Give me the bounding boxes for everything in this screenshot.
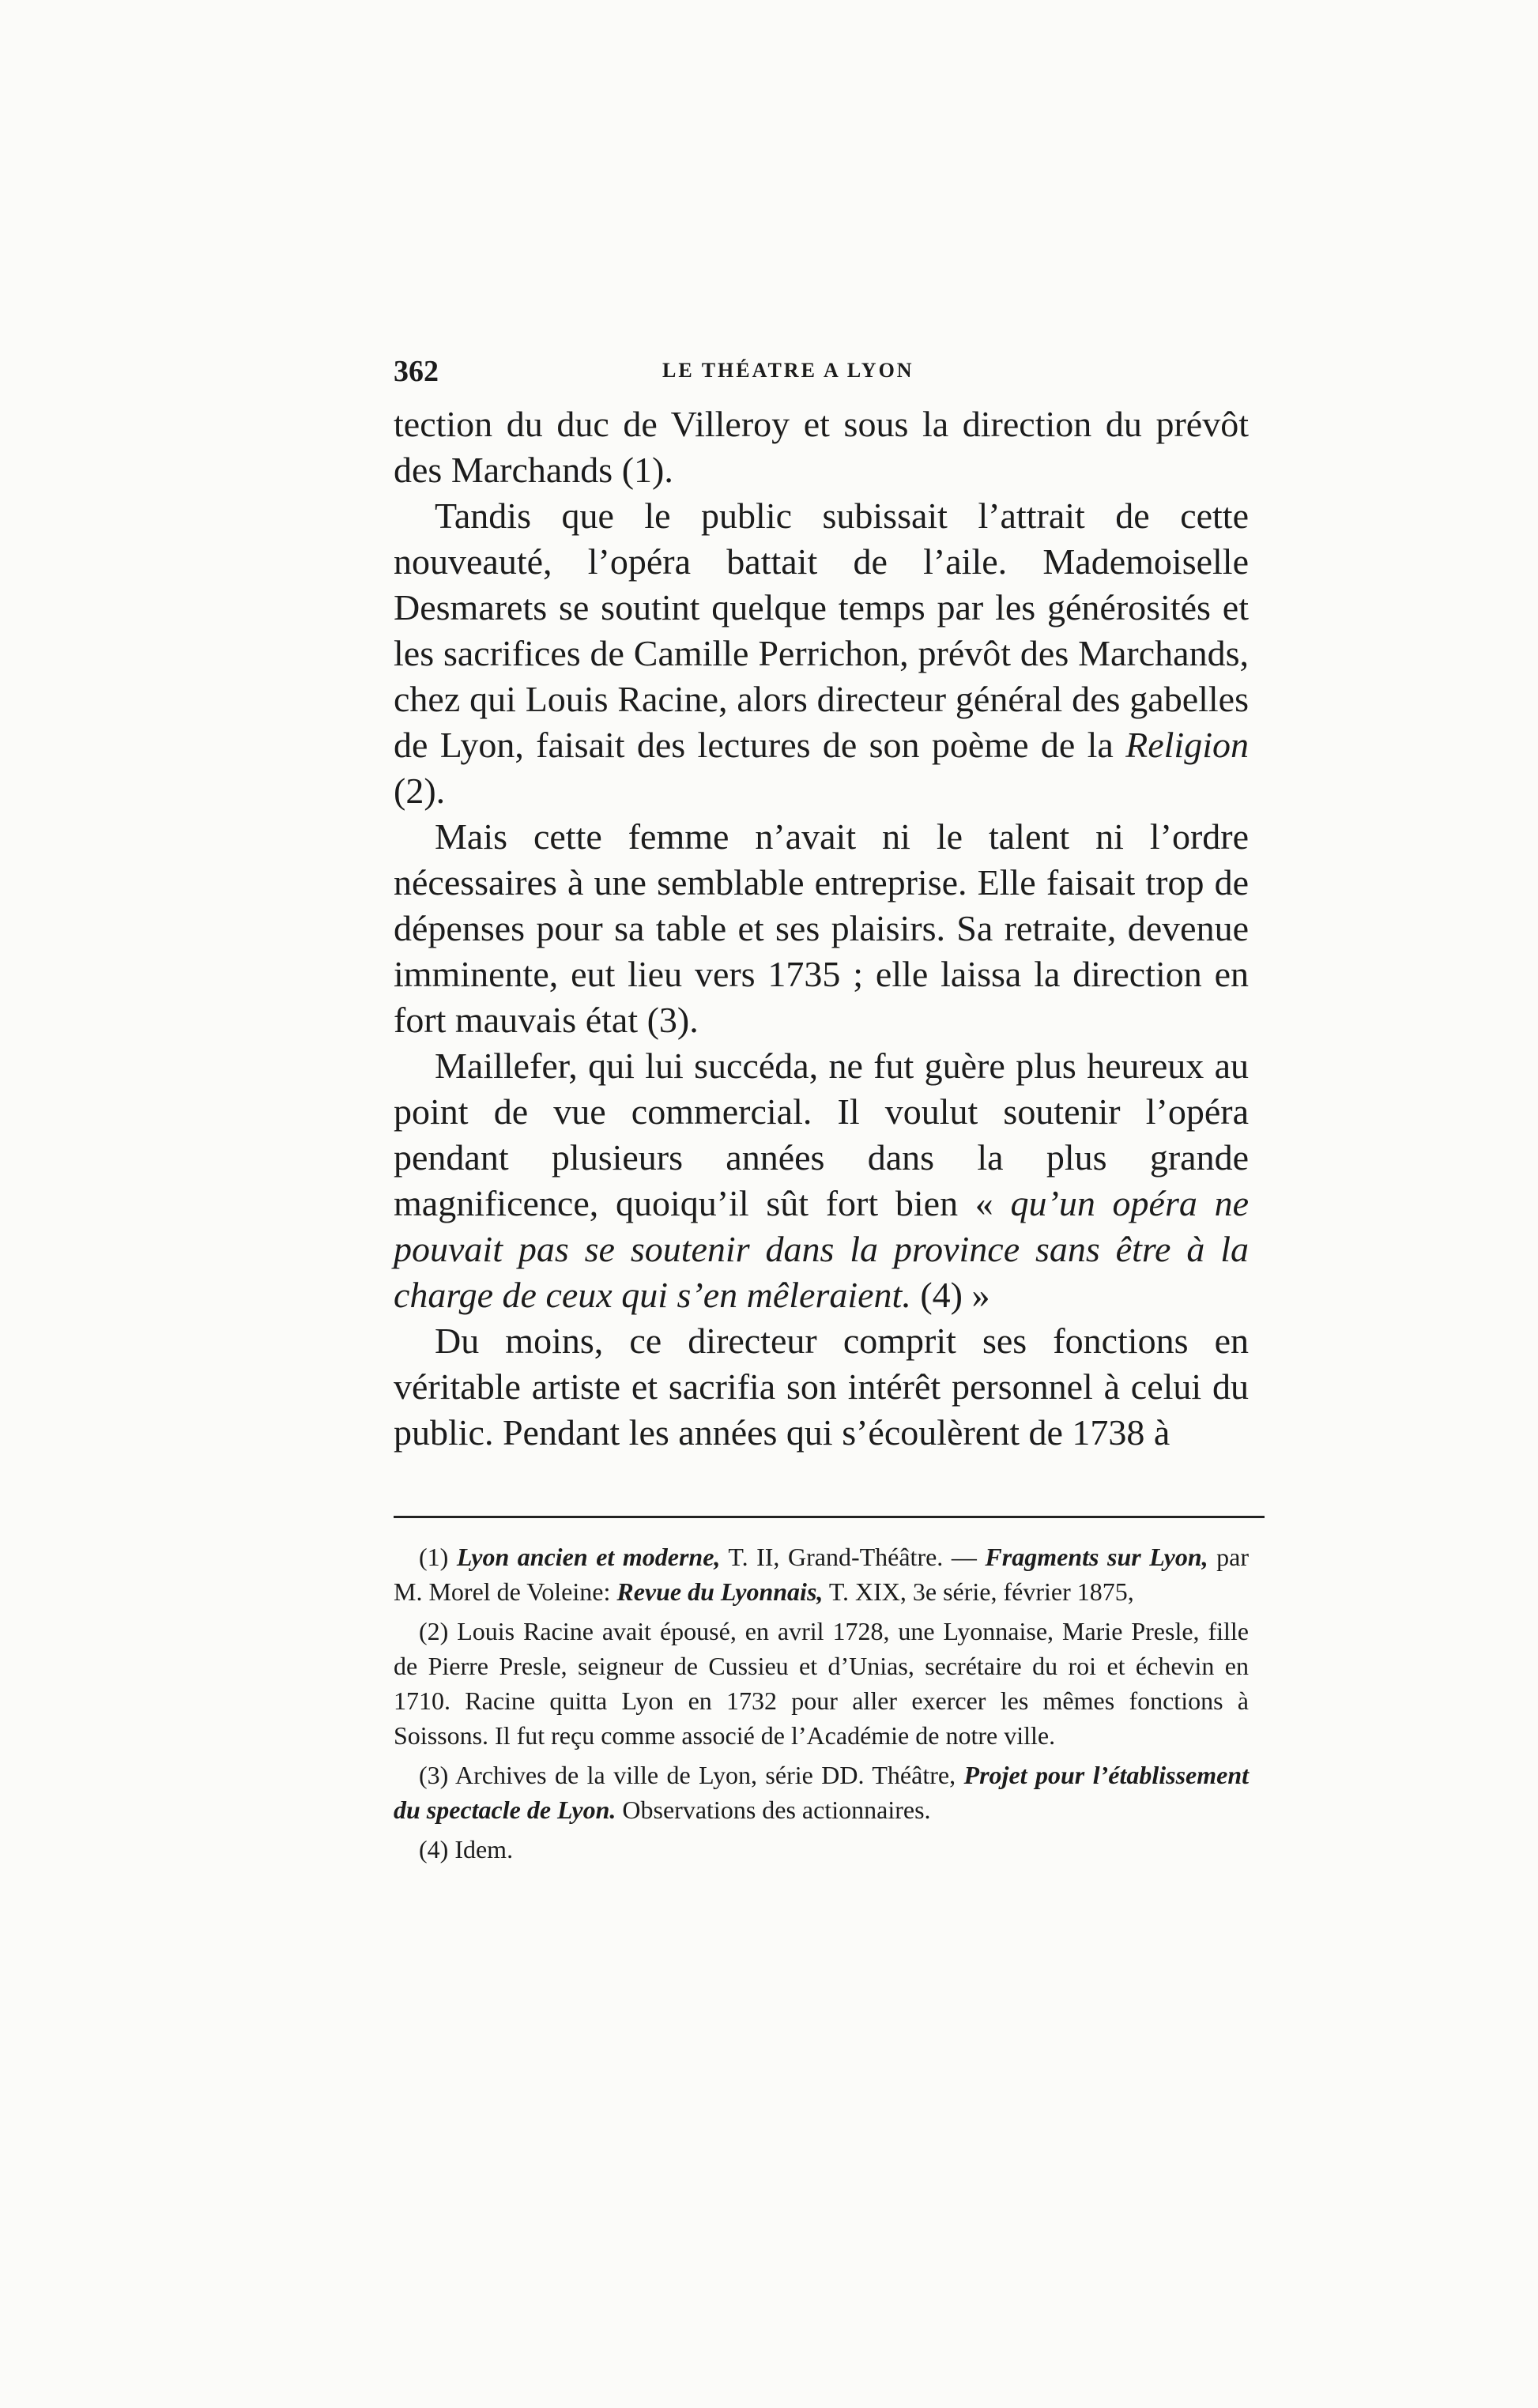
footnote-1 (394, 1539, 1249, 1609)
footnote-text: T. XIX, 3e série, février 1875, (823, 1577, 1134, 1606)
paragraph-text: Tandis que le public subissait l’attrait de cette nouveauté, l’opéra battait de l’aile. Mademoiselle Desmarets se soutint quelque temps par les générosités et les sacrifices de Camille Perrichon, prévôt des Marchands, chez qui Louis Racine, alors directeur général des gabelles de Lyon, faisait des lectures de son poème de la (394, 496, 1249, 765)
paragraph-retraite: Mais cette femme n’avait ni le talent ni l’ordre nécessaires à une semblable entreprise. Elle faisait trop de dépenses pour sa table et ses plaisirs. Sa retraite, devenue imminente, eut lieu vers 1735 ; elle laissa la direction en fort mauvais état (3). (394, 816, 1249, 1040)
footnote-italic: Projet pour l’établissement du spectacle de Lyon. (394, 1761, 1250, 1824)
footnote-text: Observations des actionnaires. (616, 1796, 931, 1824)
footnote-3 (394, 1758, 1249, 1827)
footnote-text: (3) Archives de la ville de Lyon, série DD. Théâtre, (419, 1761, 964, 1789)
footnote-4: (4) Idem. (419, 1835, 514, 1863)
paragraph-maillefer (394, 1043, 1249, 1318)
footnote-separator (394, 1516, 1265, 1518)
footnote-ref: (4) » (910, 1275, 990, 1315)
footnote-2: (2) Louis Racine avait épousé, en avril 1728, une Lyonnaise, Marie Presle, fille de Pierre Presle, seigneur de Cussieu et d’Unias, secrétaire du roi et échevin en 1710. Racine quitta Lyon en 1732 pour aller exercer les mêmes fonctions à Soissons. Il fut reçu comme associé de l’Académie de notre ville. (394, 1617, 1249, 1750)
running-title: LE THÉATRE A LYON (662, 359, 914, 382)
italic-title-religion: Religion (1125, 725, 1249, 765)
footnote-text: T. II, Grand-Théâtre. — (720, 1543, 986, 1571)
paragraph-continuation: tection du duc de Villeroy et sous la direction du prévôt des Marchands (1). (394, 404, 1249, 490)
footnote-italic: Fragments sur Lyon, (985, 1543, 1208, 1571)
paragraph-text: Maillefer, qui lui succéda, ne fut guère plus heureux au point de vue commercial. Il voulut soutenir l’opéra pendant plusieurs années dans la plus grande magnificence, quoiqu’il sût fort bien « (394, 1046, 1249, 1223)
footnote-ref: (2). (394, 771, 446, 811)
main-text (394, 401, 1249, 1456)
page-number: 362 (394, 355, 439, 388)
footnotes (394, 1539, 1249, 1871)
footnote-label: (1) (419, 1543, 457, 1571)
paragraph-desmarets (394, 493, 1249, 814)
paragraph-directeur: Du moins, ce directeur comprit ses fonctions en véritable artiste et sacrifia son intérêt personnel à celui du public. Pendant les années qui s’écoulèrent de 1738 à (394, 1321, 1249, 1453)
footnote-text: par M. Morel de Voleine: (394, 1543, 1250, 1606)
footnote-italic: Revue du Lyonnais, (616, 1577, 824, 1606)
italic-quotation: qu’un opéra ne pouvait pas se soutenir dans la province sans être à la charge de ceux qui s’en mêleraient. (394, 1183, 1249, 1315)
footnote-italic: Lyon ancien et moderne, (456, 1543, 721, 1571)
page-header (394, 354, 1247, 394)
